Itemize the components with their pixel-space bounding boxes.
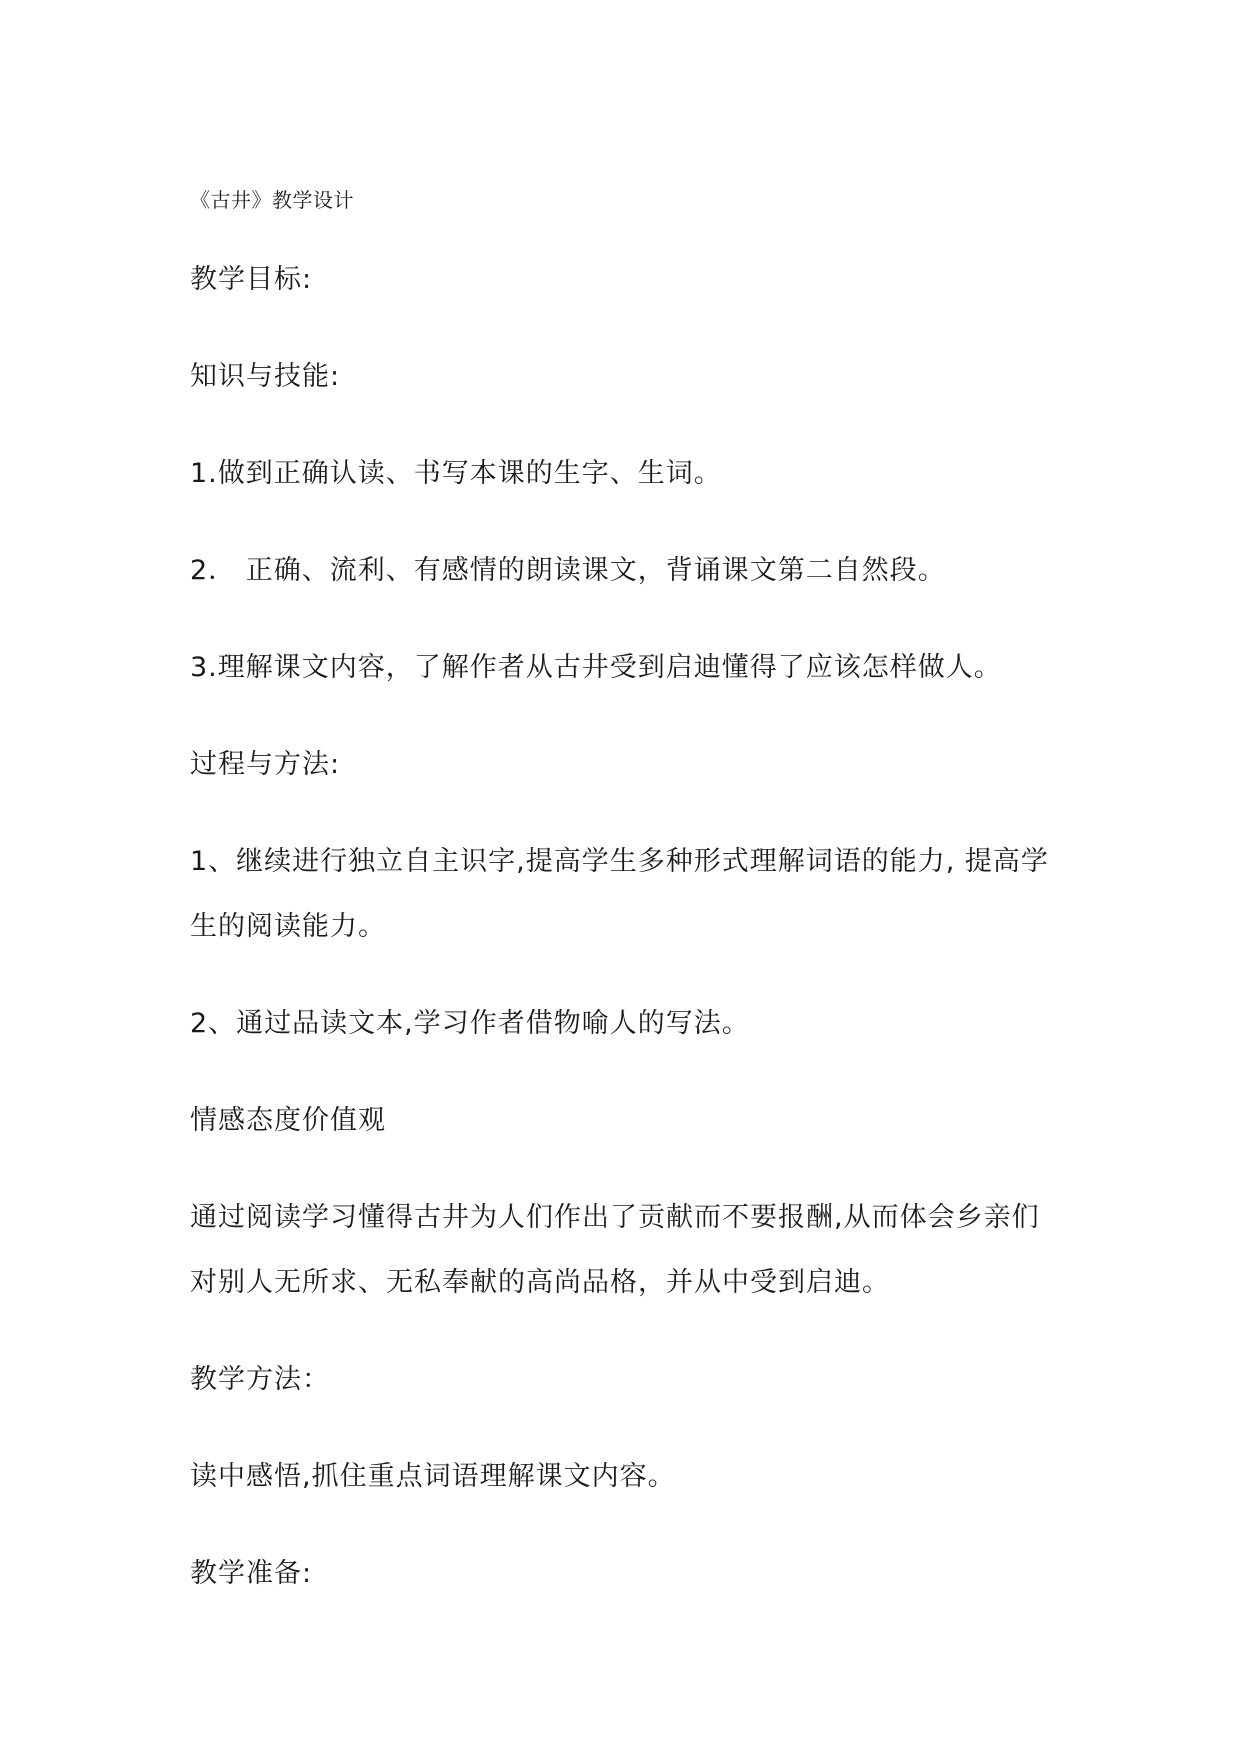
heading-knowledge-skills: 知识与技能: (190, 361, 341, 392)
heading-teaching-goals: 教学目标: (190, 264, 313, 295)
process-item-2: 2、通过品读文本,学习作者借物喻人的写法。 (190, 1008, 750, 1039)
heading-teaching-method: 教学方法： (190, 1364, 330, 1395)
goal-item-1: 1.做到正确认读、书写本课的生字、生词。 (190, 458, 722, 489)
teaching-method-text: 读中感悟,抓住重点词语理解课文内容。 (190, 1461, 676, 1492)
heading-teaching-preparation: 教学准备: (190, 1558, 313, 1589)
emotion-paragraph-line-1: 通过阅读学习懂得古井为人们作出了贡献而不要报酬,从而体会乡亲们 (190, 1202, 1040, 1233)
document-title: 《古井》教学设计 (190, 188, 354, 212)
goal-item-2: 2． 正确、流利、有感情的朗读课文，背诵课文第二自然段。 (190, 555, 946, 586)
heading-emotion-values: 情感态度价值观 (190, 1105, 386, 1136)
process-item-1-line-2: 生的阅读能力。 (190, 911, 386, 942)
heading-process-method: 过程与方法: (190, 749, 341, 780)
goal-item-3: 3.理解课文内容，了解作者从古井受到启迪懂得了应该怎样做人。 (190, 652, 1002, 683)
emotion-paragraph-line-2: 对别人无所求、无私奉献的高尚品格，并从中受到启迪。 (190, 1267, 890, 1298)
process-item-1-line-1: 1、继续进行独立自主识字,提高学生多种形式理解词语的能力, 提高学 (190, 846, 1049, 877)
